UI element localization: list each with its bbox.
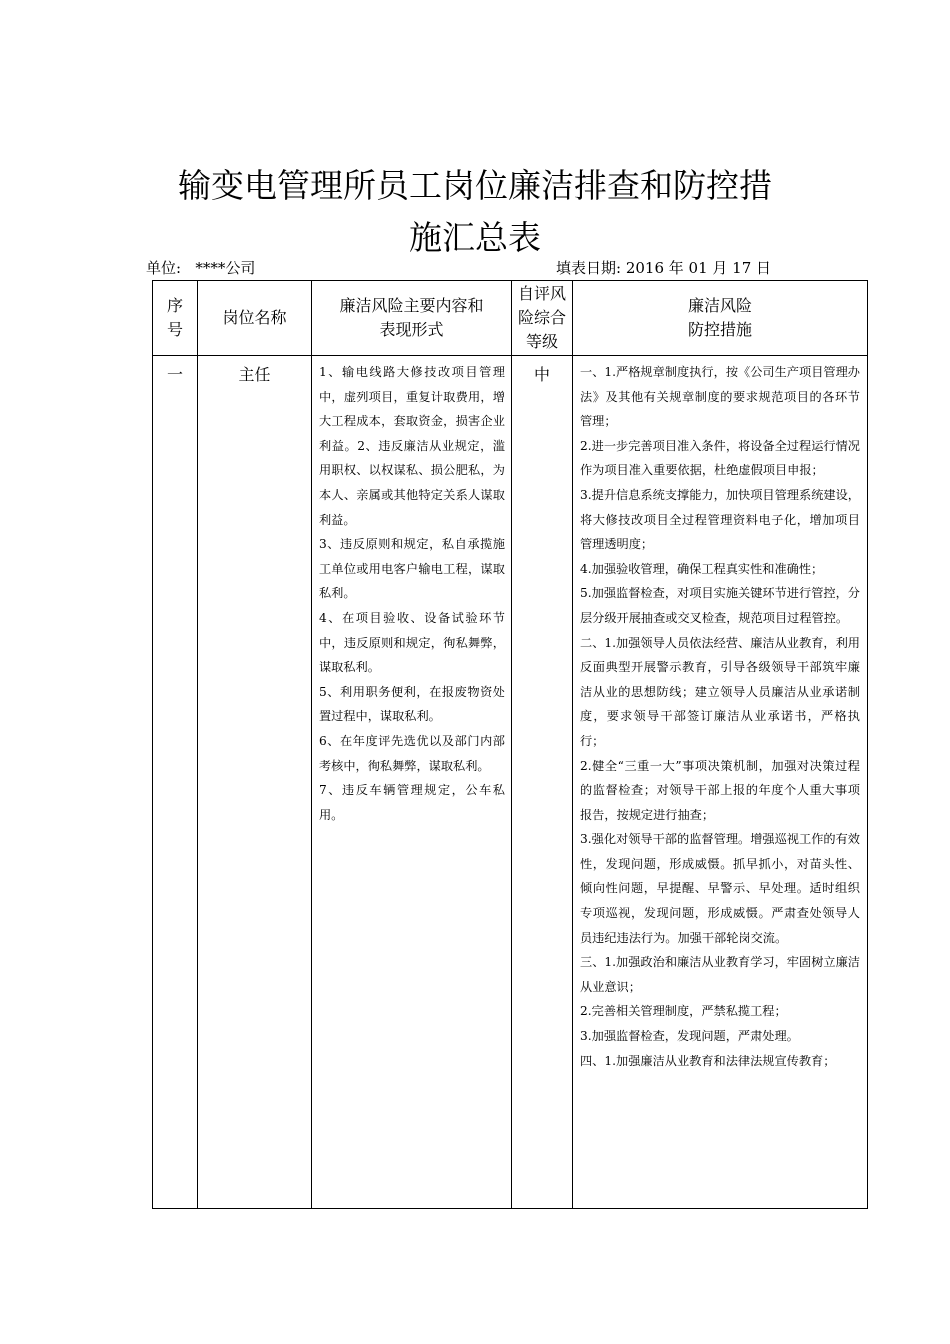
risk-item: 5、利用职务便利，在报废物资处置过程中，谋取私利。	[319, 684, 505, 724]
measure-item: 5.加强监督检查，对项目实施关键环节进行管控，分层分级开展抽查或交叉检查，规范项目过程管控。	[580, 586, 860, 625]
header-risk-line-2: 表现形式	[379, 320, 444, 339]
cell-risks	[312, 356, 512, 1209]
cell-seq: 一	[153, 356, 198, 1209]
table-row	[153, 356, 868, 1209]
measure-item: 二、1.加强领导人员依法经营、廉洁从业教育，利用反面典型开展警示教育，引导各级领导干部筑牢廉洁从业的思想防线；建立领导人员廉洁从业承诺制度，要求领导干部签订廉洁从业承诺书，严格执行；	[580, 635, 860, 748]
date-value: 2016 年 01 月 17 日	[625, 259, 772, 277]
unit-value: ****公司	[195, 259, 256, 277]
measure-item: 3.强化对领导干部的监督管理。增强巡视工作的有效性，发现问题，形成威慑。抓早抓小，对苗头性、倾向性问题，早提醒、早警示、早处理。适时组织专项巡视，发现问题，形成威慑。严肃查处领导人员违纪违法行为。加强干部轮岗交流。	[580, 832, 860, 945]
measure-item: 3.加强监督检查，发现问题，严肃处理。	[580, 1029, 799, 1044]
title-line-1: 输变电管理所员工岗位廉洁排查和防控措	[178, 166, 772, 205]
risk-item: 3、违反原则和规定，私自承揽施工单位或用电客户输电工程，谋取私利。	[319, 537, 505, 601]
unit-label: 单位:	[146, 259, 182, 277]
measure-item: 四、1.加强廉洁从业教育和法律法规宣传教育；	[580, 1053, 836, 1068]
risk-item: 6、在年度评先选优以及部门内部考核中，徇私舞弊，谋取私利。	[319, 733, 505, 773]
cell-risk-level: 中	[512, 356, 573, 1209]
cell-measures	[573, 356, 868, 1209]
risk-control-table	[152, 280, 868, 1209]
unit-info	[146, 258, 255, 278]
header-risk-line-1: 廉洁风险主要内容和	[339, 296, 484, 315]
header-measures-line-1: 廉洁风险	[687, 296, 752, 315]
measure-item: 一、1.严格规章制度执行，按《公司生产项目管理办法》及其他有关规章制度的要求规范项目的各环节管理；	[580, 365, 860, 429]
header-level-line-3: 等级	[525, 332, 558, 351]
measure-item: 4.加强验收管理，确保工程真实性和准确性；	[580, 561, 824, 576]
header-level-line-1: 自评风	[517, 284, 566, 303]
header-level-line-2: 险综合	[517, 308, 566, 327]
measure-item: 3.提升信息系统支撑能力，加快项目管理系统建设，将大修技改项目全过程管理资料电子化，增加项目管理透明度；	[580, 487, 860, 552]
cell-position: 主任	[198, 356, 312, 1209]
risk-item: 1、输电线路大修技改项目管理中，虚列项目，重复计取费用，增大工程成本，套取资金，损害企业利益。2、违反廉洁从业规定，滥用职权、以权谋私、损公肥私，为本人、亲属或其他特定关系人谋取利益。	[319, 365, 505, 527]
title-line-2: 施汇总表	[409, 218, 541, 257]
header-seq-line-2: 号	[166, 320, 183, 339]
table-header-row	[153, 281, 868, 356]
measure-item: 2.完善相关管理制度，严禁私揽工程；	[580, 1004, 787, 1019]
measure-item: 2.健全“三重一大”事项决策机制，加强对决策过程的监督检查；对领导干部上报的年度个人重大事项报告，按规定进行抽查；	[580, 758, 860, 822]
measure-item: 2.进一步完善项目准入条件，将设备全过程运行情况作为项目准入重要依据，杜绝虚假项目申报；	[580, 438, 860, 478]
header-seq	[153, 281, 198, 356]
measure-item: 三、1.加强政治和廉洁从业教育学习，牢固树立廉洁从业意识；	[580, 955, 860, 994]
header-measures	[573, 281, 868, 356]
header-risk	[312, 281, 512, 356]
header-seq-line-1: 序	[166, 296, 183, 315]
risk-item: 7、违反车辆管理规定，公车私用。	[319, 783, 505, 822]
header-level	[512, 281, 573, 356]
date-label: 填表日期:	[556, 259, 622, 277]
risk-item: 4、在项目验收、设备试验环节中，违反原则和规定，徇私舞弊，谋取私利。	[319, 610, 505, 675]
header-position-text: 岗位名称	[222, 308, 287, 327]
document-title	[150, 160, 800, 264]
header-measures-line-2: 防控措施	[687, 320, 752, 339]
date-info	[556, 258, 771, 278]
header-position	[198, 281, 312, 356]
